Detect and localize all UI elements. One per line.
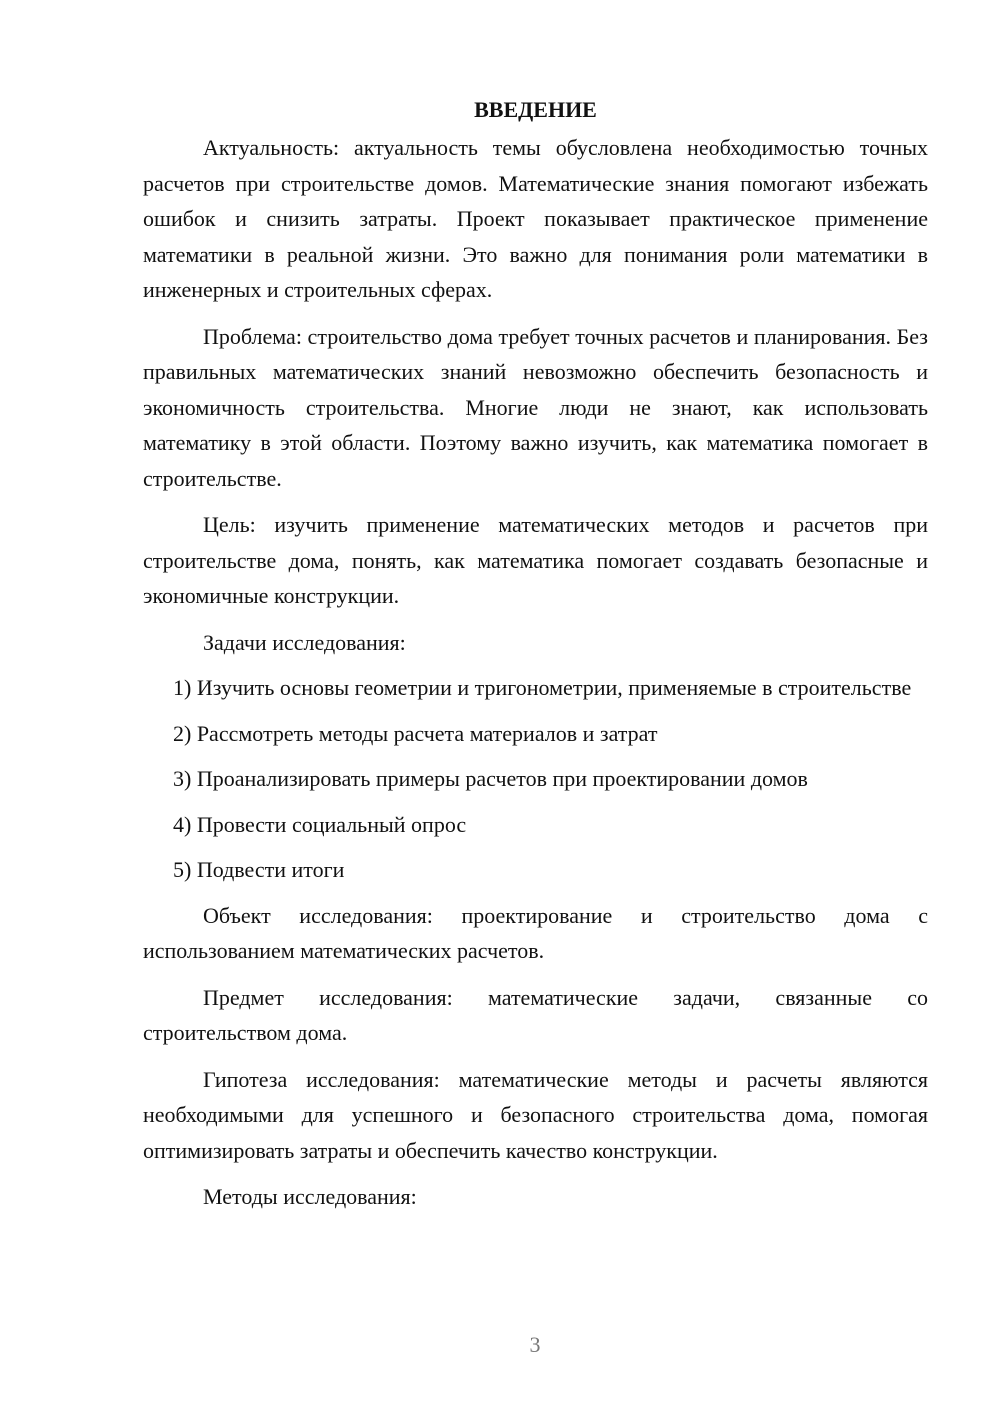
hypothesis-paragraph: Гипотеза исследования: математические методы и расчеты являются необходимыми для успешного и безопасного строительства дома, помогая оптимизировать затраты и обеспечить качество конструкции. — [143, 1066, 928, 1163]
task-item-3: 3) Проанализировать примеры расчетов при проектировании домов — [173, 766, 808, 791]
document-page — [143, 92, 928, 1225]
task-item-4: 4) Провести социальный опрос — [173, 811, 467, 837]
goal-paragraph: Цель: изучить применение математических методов и расчетов при строительстве дома, понять, как математика помогает создавать безопасные и экономичные конструкции. — [143, 512, 928, 608]
object-paragraph: Объект исследования: проектирование и строительство дома с использованием математических расчетов. — [143, 902, 928, 963]
problem-paragraph: Проблема: строительство дома требует точных расчетов и планирования. Без правильных математических знаний невозможно обеспечить безопасность и экономичность строительства. Многие люди не знают, как использовать математику в этой области. Поэтому важно изучить, как математика помогает в строительстве. — [143, 323, 928, 491]
task-item-5: 5) Подвести итоги — [173, 857, 345, 882]
subject-paragraph: Предмет исследования: математические задачи, связанные со строительством дома. — [143, 984, 928, 1045]
tasks-heading: Задачи исследования: — [203, 629, 406, 655]
task-item-1: 1) Изучить основы геометрии и тригонометрии, применяемые в строительстве — [173, 675, 912, 700]
task-item-2: 2) Рассмотреть методы расчета материалов и затрат — [173, 720, 658, 746]
relevance-paragraph: Актуальность: актуальность темы обусловлена необходимостью точных расчетов при строительстве домов. Математические знания помогают избежать ошибок и снизить затраты. Проект показывает практическое применение математики в реальной жизни. Это важно для понимания роли математики в инженерных и строительных сферах. — [143, 135, 928, 302]
page-number: 3 — [529, 1332, 541, 1357]
document-title: ВВЕДЕНИЕ — [474, 97, 597, 122]
methods-heading: Методы исследования: — [203, 1184, 417, 1209]
